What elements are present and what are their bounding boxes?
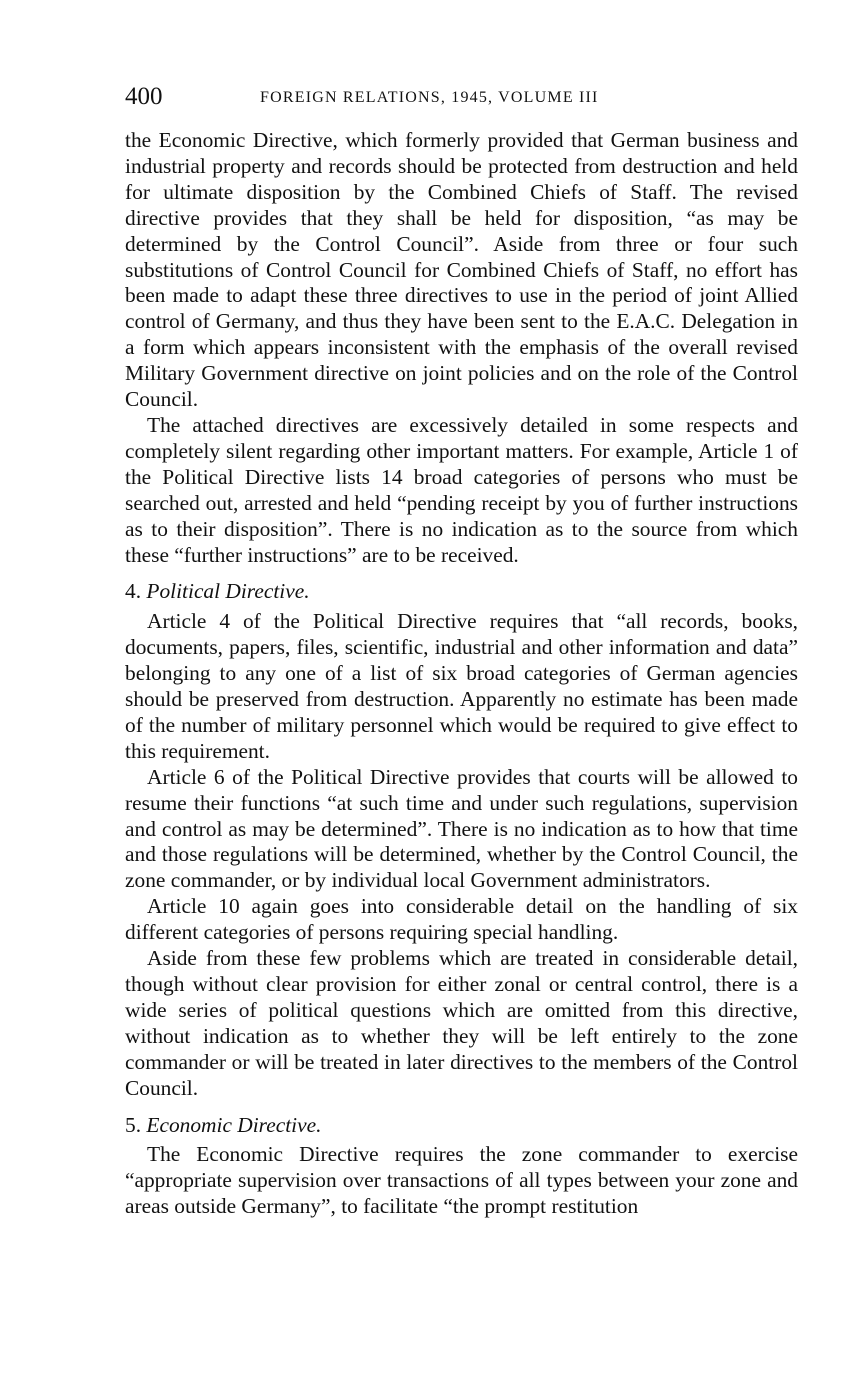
paragraph: The Economic Directive requires the zone commander to exercise “appropriate supervision over transactions of all types between your zone and areas outside Germany”, to facilitate “the prompt restitution xyxy=(125,1142,798,1219)
paragraph: Article 4 of the Political Directive requires that “all records, books, documents, papers, files, scientific, industrial and other information and data” belonging to any one of a list of six broad categories of German agencies should be preserved from destruction. Apparently no estimate has been made of the number of military personnel which would be required to give effect to this requirement. xyxy=(125,609,798,763)
section-heading-economic-directive xyxy=(125,1113,798,1139)
section-number: 5. xyxy=(125,1112,142,1137)
running-head xyxy=(125,83,798,111)
section-title: Political Directive. xyxy=(146,579,310,604)
paragraph: Article 10 again goes into considerable detail on the handling of six different categories of persons requiring special handling. xyxy=(125,894,798,945)
body-text xyxy=(125,128,798,1220)
section-heading-political-directive xyxy=(125,579,798,605)
paragraph-continued: the Economic Directive, which formerly provided that German business and industrial property and records should be protected from destruction and held for ultimate disposition by the Combined Chiefs of Staff. The revised directive provides that they shall be held for disposition, “as may be determined by the Control Council”. Aside from three or four such substitutions of Control Council for Combined Chiefs of Staff, no effort has been made to adapt these three directives to use in the period of joint Allied control of Germany, and thus they have been sent to the E.A.C. Delegation in a form which appears inconsistent with the emphasis of the overall revised Military Government directive on joint policies and on the role of the Control Council. xyxy=(125,128,798,412)
section-title: Economic Directive. xyxy=(146,1112,322,1137)
paragraph: Article 6 of the Political Directive provides that courts will be allowed to resume their functions “at such time and under such regulations, supervision and control as may be determined”. There is no indication as to how that time and those regulations will be determined, whether by the Control Council, the zone commander, or by individual local Government administrators. xyxy=(125,764,798,893)
paragraph: The attached directives are excessively detailed in some respects and completely silent regarding other important matters. For example, Article 1 of the Political Directive lists 14 broad categories of persons who must be searched out, arrested and held “pending receipt by you of further instructions as to their disposition”. There is no indication as to the source from which these “further instructions” are to be received. xyxy=(125,412,798,567)
paragraph: Aside from these few problems which are treated in considerable detail, though without clear provision for either zonal or central control, there is a wide series of political questions which are omitted from this directive, without indication as to whether they will be left entirely to the zone commander or will be treated in later directives to the members of the Control Council. xyxy=(125,946,798,1100)
running-head-title: FOREIGN RELATIONS, 1945, VOLUME III xyxy=(260,89,599,106)
page-number: 400 xyxy=(125,83,163,110)
section-number: 4. xyxy=(125,579,142,604)
